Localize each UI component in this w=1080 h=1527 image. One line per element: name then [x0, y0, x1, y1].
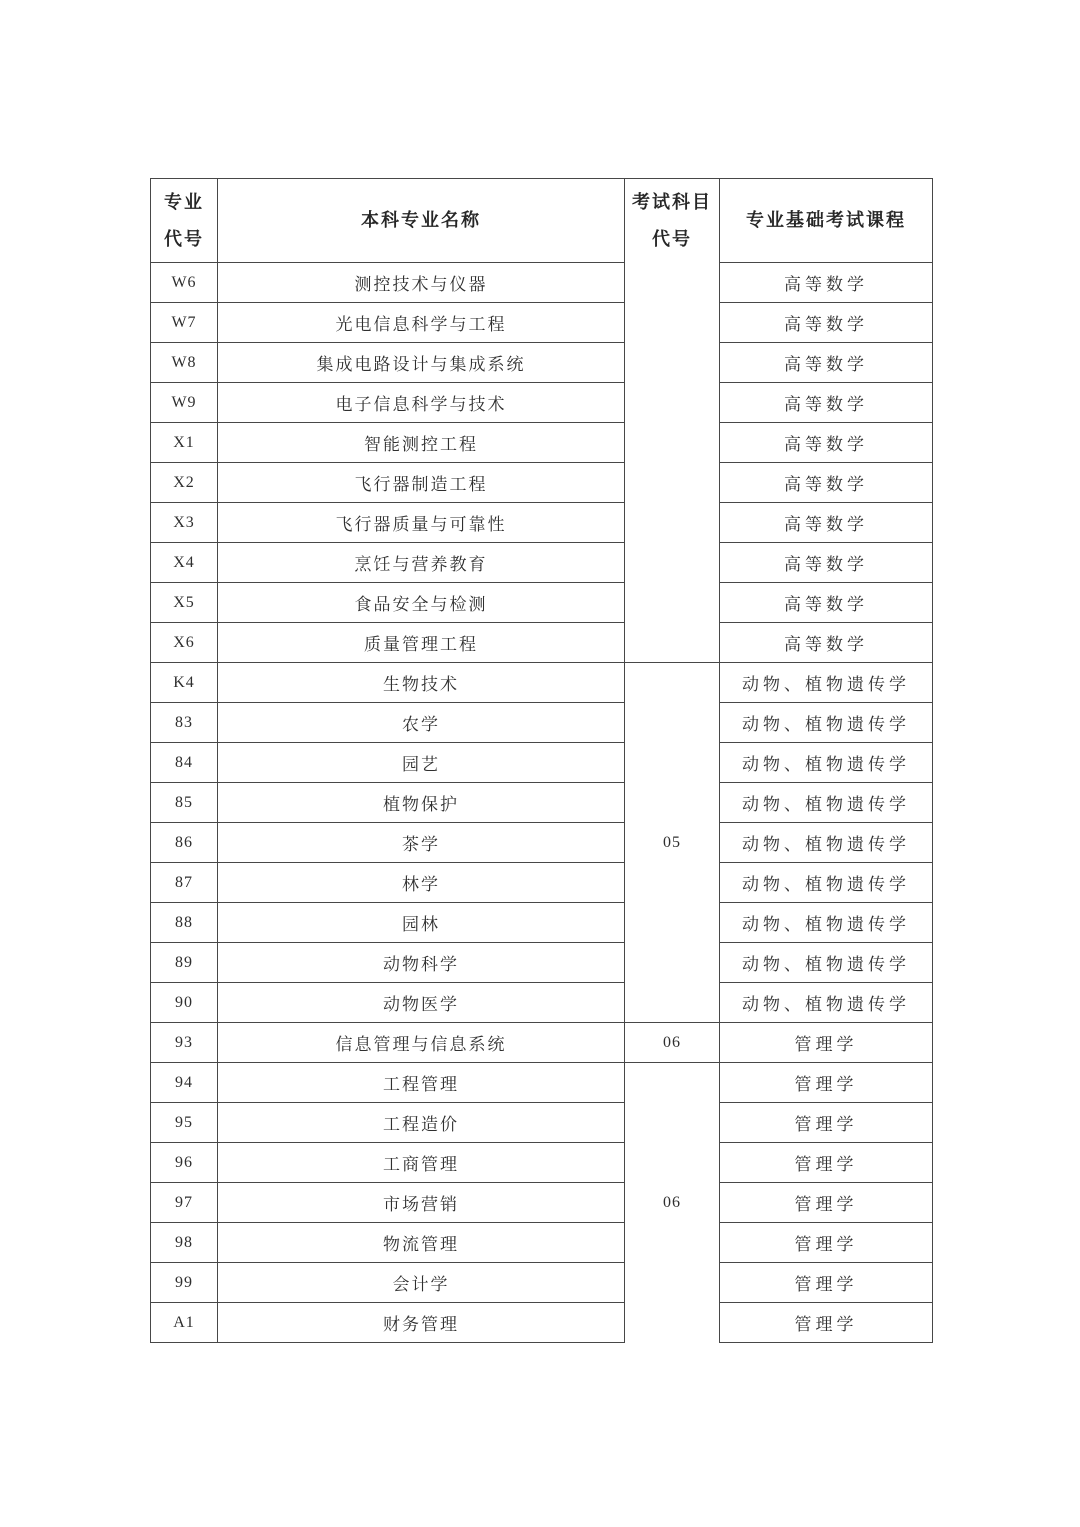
major-name-cell: 园林: [218, 903, 625, 943]
course-cell: 动物、植物遗传学: [720, 903, 933, 943]
table-row: [151, 1023, 933, 1063]
major-name-cell: 光电信息科学与工程: [218, 303, 625, 343]
course-cell: 高等数学: [720, 343, 933, 383]
major-code-cell: W6: [151, 263, 218, 303]
major-name-cell: 园艺: [218, 743, 625, 783]
major-code-cell: 84: [151, 743, 218, 783]
major-code-cell: 94: [151, 1063, 218, 1103]
course-cell: 动物、植物遗传学: [720, 823, 933, 863]
table-row: [151, 743, 933, 783]
course-cell: 管理学: [720, 1143, 933, 1183]
course-cell: 高等数学: [720, 463, 933, 503]
major-code-cell: 87: [151, 863, 218, 903]
header-major-name: [218, 179, 625, 263]
major-name-cell: 工程造价: [218, 1103, 625, 1143]
course-cell: 动物、植物遗传学: [720, 983, 933, 1023]
major-code-cell: 88: [151, 903, 218, 943]
course-cell: 管理学: [720, 1183, 933, 1223]
major-name-cell: 工商管理: [218, 1143, 625, 1183]
major-code-cell: 99: [151, 1263, 218, 1303]
major-code-cell: X6: [151, 623, 218, 663]
course-cell: 动物、植物遗传学: [720, 703, 933, 743]
header-major-name-line1: 本科专业名称: [361, 210, 481, 230]
table-row: [151, 383, 933, 423]
table-row: [151, 823, 933, 863]
table-row: [151, 783, 933, 823]
major-name-cell: 电子信息科学与技术: [218, 383, 625, 423]
document-page: [150, 178, 933, 1343]
header-basic-exam-course-line1: 专业基础考试课程: [746, 210, 906, 230]
major-name-cell: 烹饪与营养教育: [218, 543, 625, 583]
header-exam-subject-code-line2: 代号: [652, 228, 692, 249]
course-cell: 高等数学: [720, 263, 933, 303]
major-name-cell: 质量管理工程: [218, 623, 625, 663]
exam-subject-code-cell: [625, 263, 720, 663]
course-cell: 高等数学: [720, 543, 933, 583]
header-row: [151, 179, 933, 263]
course-cell: 高等数学: [720, 303, 933, 343]
major-code-cell: 96: [151, 1143, 218, 1183]
major-name-cell: 信息管理与信息系统: [218, 1023, 625, 1063]
header-exam-subject-code: [625, 179, 720, 263]
major-name-cell: 集成电路设计与集成系统: [218, 343, 625, 383]
major-name-cell: 财务管理: [218, 1303, 625, 1343]
major-name-cell: 会计学: [218, 1263, 625, 1303]
major-name-cell: 林学: [218, 863, 625, 903]
course-cell: 高等数学: [720, 383, 933, 423]
header-major-code-line1: 专业: [164, 191, 204, 212]
major-code-cell: X1: [151, 423, 218, 463]
exam-subject-code-cell: 06: [625, 1023, 720, 1063]
major-code-cell: W8: [151, 343, 218, 383]
table-row: [151, 1143, 933, 1183]
course-cell: 动物、植物遗传学: [720, 783, 933, 823]
major-name-cell: 农学: [218, 703, 625, 743]
major-name-cell: 市场营销: [218, 1183, 625, 1223]
major-code-cell: 97: [151, 1183, 218, 1223]
major-name-cell: 工程管理: [218, 1063, 625, 1103]
major-code-cell: 95: [151, 1103, 218, 1143]
table-row: [151, 623, 933, 663]
major-code-cell: 90: [151, 983, 218, 1023]
course-cell: 管理学: [720, 1103, 933, 1143]
table-row: [151, 1263, 933, 1303]
major-code-cell: 85: [151, 783, 218, 823]
exam-subject-code-cell: 06: [625, 1063, 720, 1343]
table-row: [151, 1223, 933, 1263]
table-row: [151, 663, 933, 703]
major-name-cell: 食品安全与检测: [218, 583, 625, 623]
major-name-cell: 飞行器制造工程: [218, 463, 625, 503]
course-cell: 高等数学: [720, 623, 933, 663]
table-row: [151, 983, 933, 1023]
major-code-cell: X2: [151, 463, 218, 503]
header-basic-exam-course: [720, 179, 933, 263]
major-code-cell: X5: [151, 583, 218, 623]
major-name-cell: 植物保护: [218, 783, 625, 823]
table-row: [151, 1103, 933, 1143]
major-code-cell: 89: [151, 943, 218, 983]
table-row: [151, 1063, 933, 1103]
major-name-cell: 动物医学: [218, 983, 625, 1023]
major-name-cell: 智能测控工程: [218, 423, 625, 463]
course-cell: 高等数学: [720, 423, 933, 463]
table-row: [151, 463, 933, 503]
course-cell: 动物、植物遗传学: [720, 743, 933, 783]
major-name-cell: 生物技术: [218, 663, 625, 703]
course-cell: 高等数学: [720, 583, 933, 623]
major-code-cell: A1: [151, 1303, 218, 1343]
course-cell: 高等数学: [720, 503, 933, 543]
major-name-cell: 动物科学: [218, 943, 625, 983]
major-name-cell: 茶学: [218, 823, 625, 863]
table-row: [151, 303, 933, 343]
major-code-cell: X4: [151, 543, 218, 583]
header-exam-subject-code-line1: 考试科目: [632, 191, 712, 212]
major-code-cell: W9: [151, 383, 218, 423]
major-code-cell: X3: [151, 503, 218, 543]
major-name-cell: 测控技术与仪器: [218, 263, 625, 303]
course-cell: 管理学: [720, 1063, 933, 1103]
major-code-cell: K4: [151, 663, 218, 703]
course-cell: 动物、植物遗传学: [720, 663, 933, 703]
table-row: [151, 943, 933, 983]
course-cell: 管理学: [720, 1223, 933, 1263]
course-cell: 动物、植物遗传学: [720, 943, 933, 983]
table-row: [151, 343, 933, 383]
exam-subject-code-cell: 05: [625, 663, 720, 1023]
major-code-cell: 98: [151, 1223, 218, 1263]
course-cell: 管理学: [720, 1263, 933, 1303]
table-row: [151, 1183, 933, 1223]
header-major-code: [151, 179, 218, 263]
table-row: [151, 583, 933, 623]
major-name-cell: 物流管理: [218, 1223, 625, 1263]
course-cell: 动物、植物遗传学: [720, 863, 933, 903]
course-cell: 管理学: [720, 1023, 933, 1063]
majors-exam-table: [150, 178, 933, 1343]
table-row: [151, 903, 933, 943]
major-code-cell: 83: [151, 703, 218, 743]
table-row: [151, 263, 933, 303]
table-row: [151, 1303, 933, 1343]
table-row: [151, 543, 933, 583]
major-code-cell: 86: [151, 823, 218, 863]
course-cell: 管理学: [720, 1303, 933, 1343]
major-code-cell: 93: [151, 1023, 218, 1063]
header-major-code-line2: 代号: [164, 228, 204, 249]
table-row: [151, 423, 933, 463]
table-row: [151, 703, 933, 743]
major-code-cell: W7: [151, 303, 218, 343]
table-row: [151, 863, 933, 903]
table-row: [151, 503, 933, 543]
major-name-cell: 飞行器质量与可靠性: [218, 503, 625, 543]
